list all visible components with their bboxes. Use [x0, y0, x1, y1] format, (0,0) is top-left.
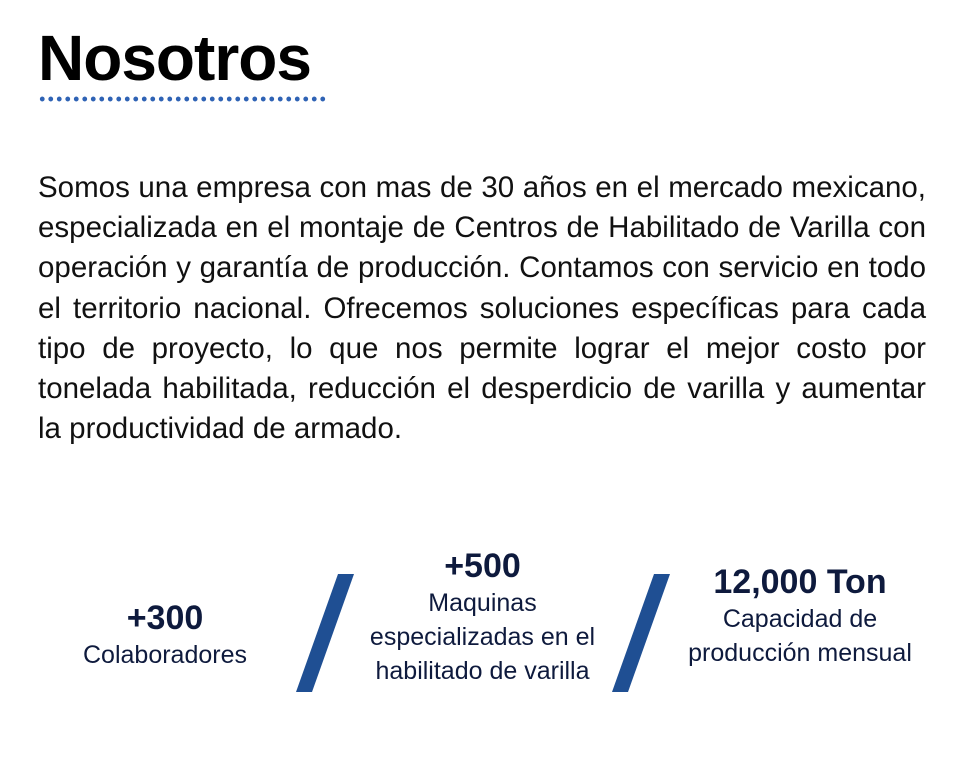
intro-paragraph: Somos una empresa con mas de 30 años en el mercado mexicano, especializada en el montaje de Centros de Habilitado de Varilla con operación y garantía de producción. Contamos con servicio en todo el territorio nacional. Ofrecemos soluciones específicas para cada tipo de proyecto, lo que nos permite lograr el mejor costo por tonelada habilitada, reducción el desperdicio de varilla y aumentar la productividad de armado. [38, 171, 926, 446]
slash-divider-icon [290, 574, 360, 694]
stat-value: 12,000 Ton [713, 563, 887, 601]
stat-machines [365, 546, 600, 688]
stat-value: +300 [126, 599, 204, 637]
title-dotted-underline [38, 96, 326, 102]
stat-capacity [680, 562, 920, 670]
stat-label: Maquinas especializadas en el habilitado de varilla [369, 589, 596, 685]
stats-row [0, 540, 970, 740]
stat-value: +500 [444, 547, 521, 585]
stat-collaborators [40, 598, 290, 672]
stat-label: Capacidad de producción mensual [688, 605, 912, 667]
section-title: Nosotros [38, 22, 311, 94]
slash-divider-icon [606, 574, 676, 694]
stat-label: Colaboradores [83, 641, 247, 669]
